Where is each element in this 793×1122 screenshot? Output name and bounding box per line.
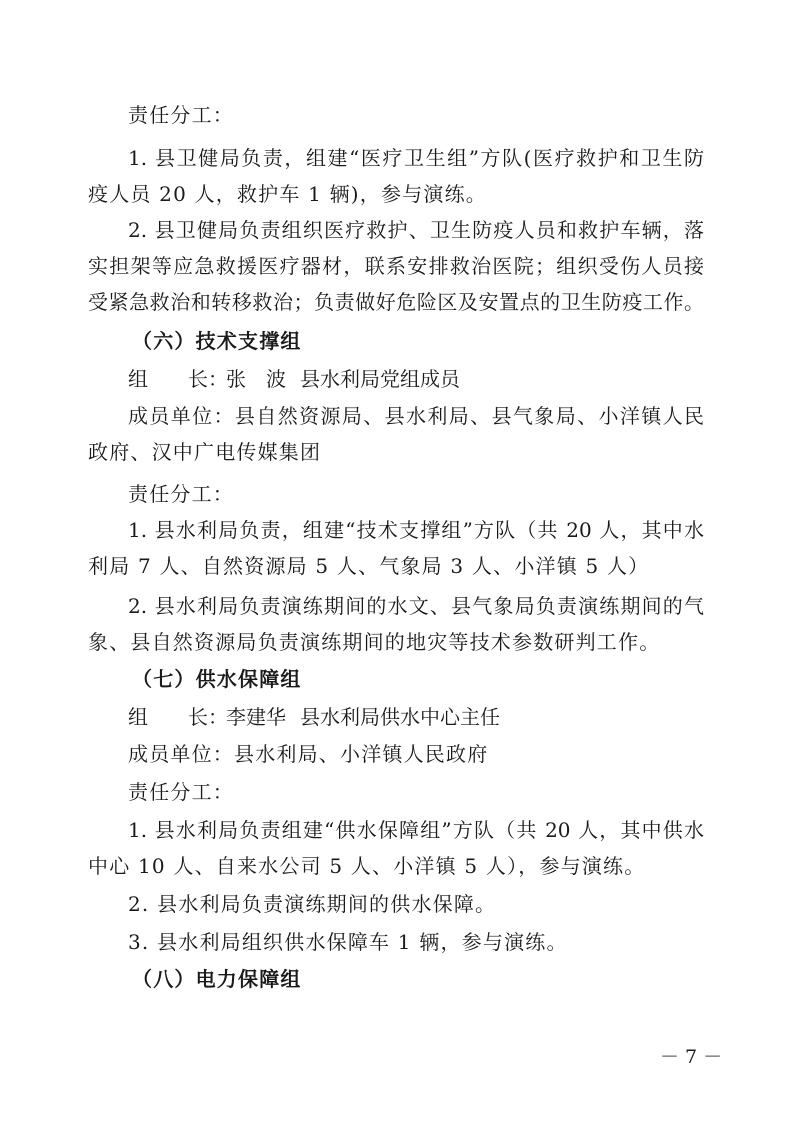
leader-name: 张 波 xyxy=(226,367,286,391)
paragraph-line: 利局 7 人、自然资源局 5 人、气象局 3 人、小洋镇 5 人） xyxy=(88,554,650,578)
section-heading: （七）供水保障组 xyxy=(132,667,302,691)
leader-title: 县水利局供水中心主任 xyxy=(300,705,500,729)
leader-row xyxy=(128,705,500,729)
paragraph-line: 1. 县卫健局负责，组建“医疗卫生组”方队(医疗救护和卫生防 xyxy=(128,146,704,170)
paragraph-line: 成员单位：县自然资源局、县水利局、县气象局、小洋镇人民 xyxy=(128,404,704,428)
paragraph-line: 政府、汉中广电传媒集团 xyxy=(88,440,322,464)
page-number: － 7 － xyxy=(660,1046,723,1068)
leader-row xyxy=(128,367,460,391)
paragraph-line: 2. 县卫健局负责组织医疗救护、卫生防疫人员和救护车辆，落 xyxy=(128,218,704,242)
leader-label: 组 长： xyxy=(128,367,228,391)
leader-title: 县水利局党组成员 xyxy=(300,367,460,391)
paragraph-line: 3. 县水利局组织供水保障车 1 辆，参与演练。 xyxy=(128,930,568,954)
paragraph-line: 成员单位：县水利局、小洋镇人民政府 xyxy=(128,742,489,766)
section-heading: （八）电力保障组 xyxy=(132,967,302,991)
paragraph-line: 疫人员 20 人，救护车 1 辆)，参与演练。 xyxy=(88,182,488,206)
paragraph-line: 1. 县水利局负责组建“供水保障组”方队（共 20 人，其中供水 xyxy=(128,818,704,842)
paragraph-line: 1. 县水利局负责，组建“技术支撑组”方队（共 20 人，其中水 xyxy=(128,518,704,542)
paragraph-line: 实担架等应急救援医疗器材，联系安排救治医院；组织受伤人员接 xyxy=(88,254,704,278)
leader-name: 李建华 xyxy=(226,705,286,729)
paragraph-line: 受紧急救治和转移救治；负责做好危险区及安置点的卫生防疫工作。 xyxy=(88,290,704,314)
duty-label: 责任分工： xyxy=(128,482,234,506)
paragraph-line: 中心 10 人、自来水公司 5 人、小洋镇 5 人），参与演练。 xyxy=(88,854,646,878)
paragraph-line: 2. 县水利局负责演练期间的供水保障。 xyxy=(128,892,497,916)
paragraph-line: 象、县自然资源局负责演练期间的地灾等技术参数研判工作。 xyxy=(88,630,661,654)
paragraph-line: 2. 县水利局负责演练期间的水文、县气象局负责演练期间的气 xyxy=(128,594,704,618)
section-heading: （六）技术支撑组 xyxy=(132,329,302,353)
duty-label: 责任分工： xyxy=(128,103,234,127)
leader-label: 组 长： xyxy=(128,705,228,729)
duty-label: 责任分工： xyxy=(128,780,234,804)
